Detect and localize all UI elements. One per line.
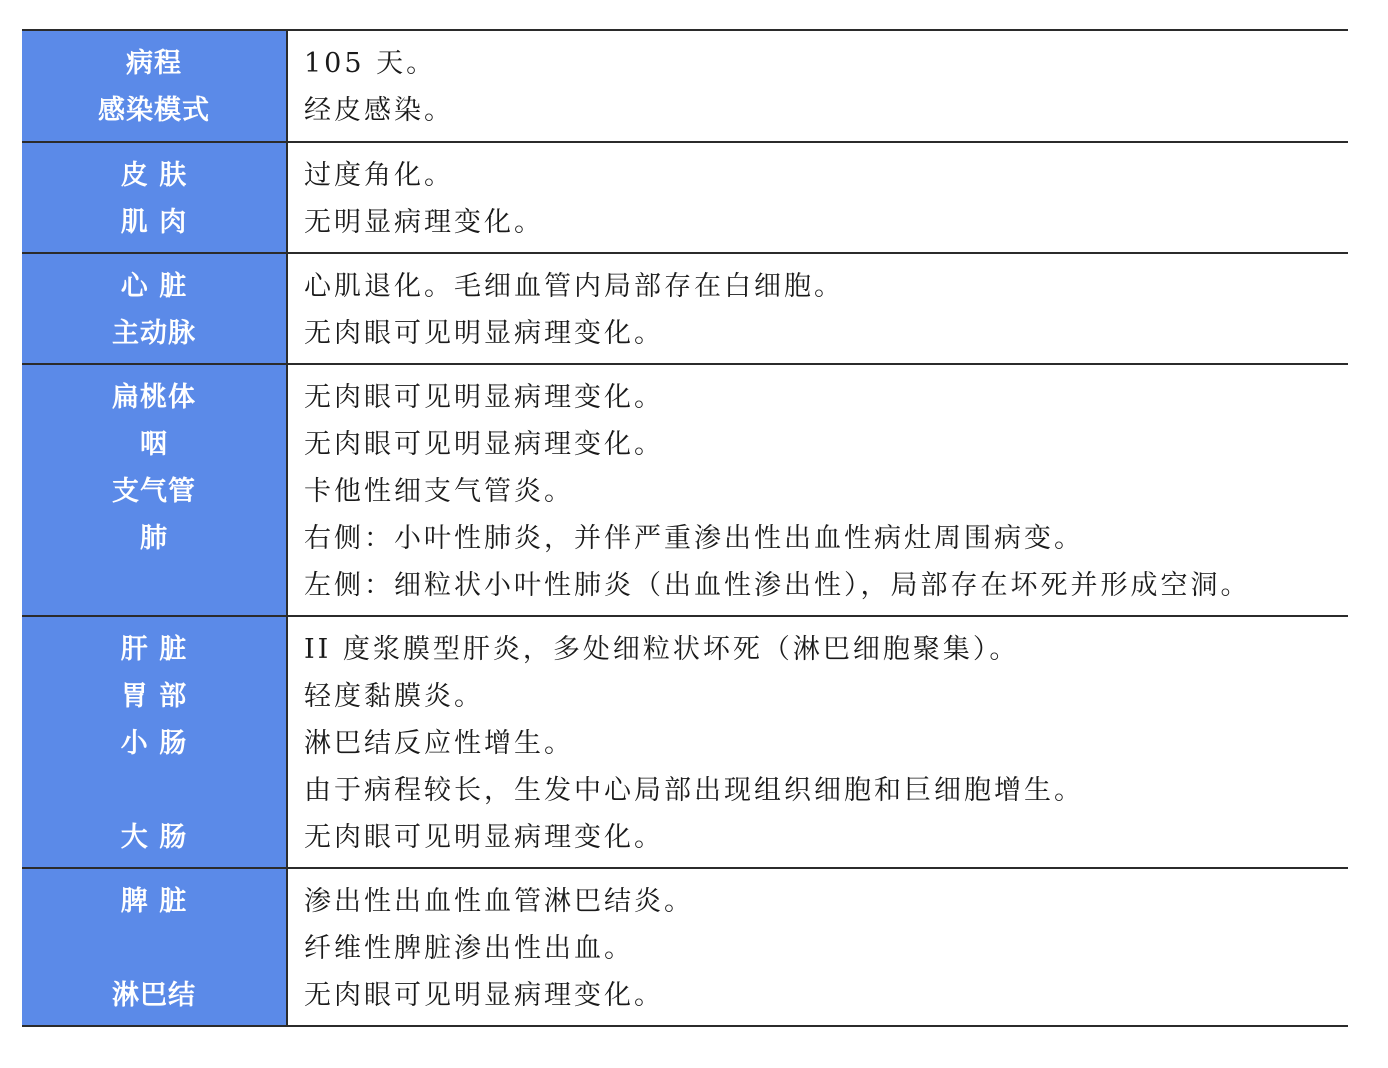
row-label-cell — [22, 31, 288, 141]
row-label: 淋巴结 — [112, 980, 196, 1011]
row-label: 肌 肉 — [120, 207, 188, 238]
finding-text: 经皮感染。 — [304, 95, 454, 126]
row-label-cell — [22, 365, 288, 615]
row-label — [22, 929, 286, 976]
row-label: 主动脉 — [112, 318, 196, 349]
row-label: 心 脏 — [120, 271, 188, 302]
finding-text: II 度浆膜型肝炎，多处细粒状坏死（淋巴细胞聚集）。 — [304, 634, 1020, 665]
row-label: 皮 肤 — [120, 160, 188, 191]
finding-text: 纤维性脾脏渗出性出血。 — [304, 933, 634, 964]
finding-text: 左侧：细粒状小叶性肺炎（出血性渗出性），局部存在坏死并形成空洞。 — [304, 570, 1251, 601]
finding-text: 右侧：小叶性肺炎，并伴严重渗出性出血性病灶周围病变。 — [304, 523, 1084, 554]
table-row-heart-aorta — [22, 254, 1348, 365]
row-content-cell — [288, 869, 1348, 1025]
row-content-cell — [288, 143, 1348, 252]
row-content-cell — [288, 254, 1348, 363]
finding-text: 无肉眼可见明显病理变化。 — [304, 382, 664, 413]
finding-text: 由于病程较长，生发中心局部出现组织细胞和巨细胞增生。 — [304, 775, 1084, 806]
pathology-table — [22, 29, 1348, 1027]
finding-text: 渗出性出血性血管淋巴结炎。 — [304, 886, 694, 917]
table-row-digestive — [22, 617, 1348, 869]
row-label: 咽 — [140, 429, 168, 460]
table-row-respiratory — [22, 365, 1348, 617]
row-label-cell — [22, 617, 288, 867]
finding-text: 心肌退化。毛细血管内局部存在白细胞。 — [304, 271, 844, 302]
row-content-cell — [288, 617, 1348, 867]
row-content-cell — [288, 365, 1348, 615]
row-label: 小 肠 — [120, 728, 188, 759]
finding-text: 卡他性细支气管炎。 — [304, 476, 574, 507]
table-row-course — [22, 31, 1348, 143]
row-content-cell — [288, 31, 1348, 141]
table-row-skin-muscle — [22, 143, 1348, 254]
row-label-cell — [22, 143, 288, 252]
row-label — [22, 771, 286, 818]
finding-text: 无明显病理变化。 — [304, 207, 544, 238]
finding-text: 无肉眼可见明显病理变化。 — [304, 822, 664, 853]
row-label-cell — [22, 869, 288, 1025]
row-label-cell — [22, 254, 288, 363]
finding-text: 无肉眼可见明显病理变化。 — [304, 318, 664, 349]
finding-text: 淋巴结反应性增生。 — [304, 728, 574, 759]
row-label: 感染模式 — [98, 95, 210, 126]
row-label: 脾 脏 — [120, 886, 188, 917]
finding-text: 105 天。 — [304, 48, 437, 79]
row-label: 大 肠 — [120, 822, 188, 853]
row-label: 支气管 — [112, 476, 196, 507]
finding-text: 无肉眼可见明显病理变化。 — [304, 429, 664, 460]
row-label: 病程 — [126, 48, 182, 79]
row-label: 肝 脏 — [120, 634, 188, 665]
row-label: 肺 — [140, 523, 168, 554]
finding-text: 轻度黏膜炎。 — [304, 681, 484, 712]
finding-text: 过度角化。 — [304, 160, 454, 191]
table-row-spleen-lymph — [22, 869, 1348, 1027]
row-label: 扁桃体 — [112, 382, 196, 413]
row-label: 胃 部 — [120, 681, 188, 712]
finding-text: 无肉眼可见明显病理变化。 — [304, 980, 664, 1011]
